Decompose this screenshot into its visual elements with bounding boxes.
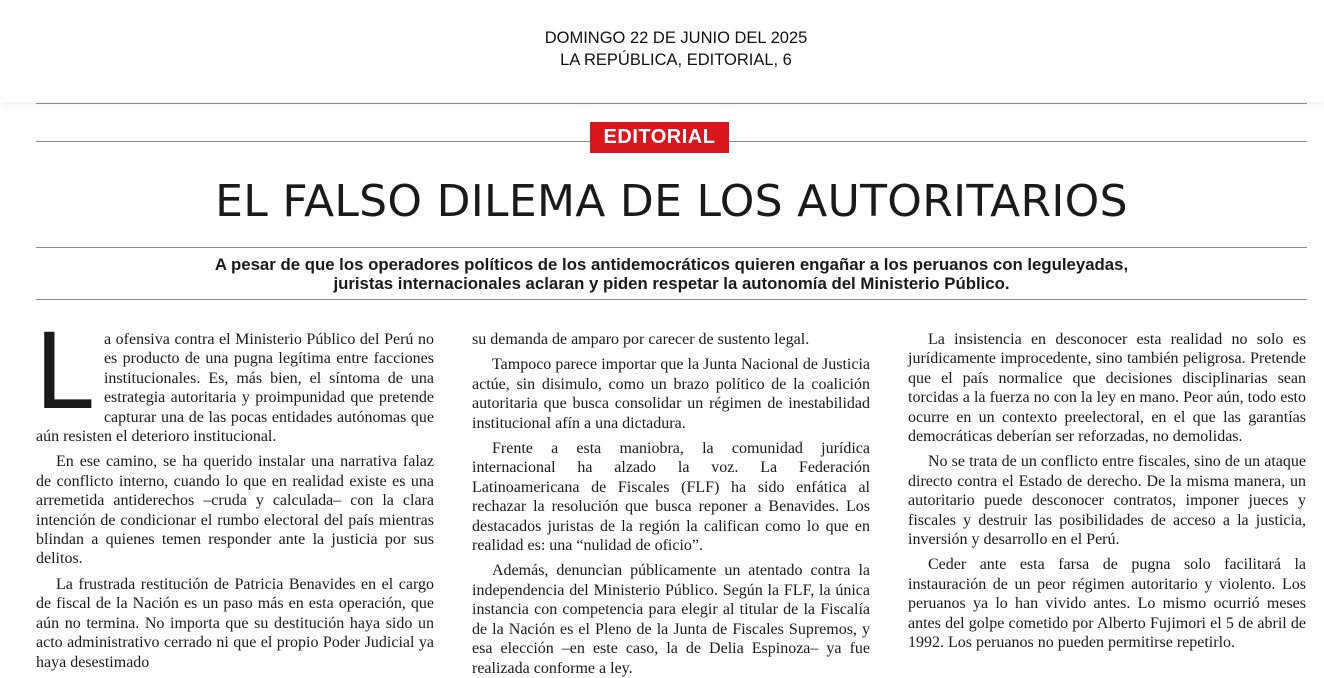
deck: [36, 255, 1307, 293]
drop-cap: L: [34, 311, 92, 433]
publication-source: LA REPÚBLICA, EDITORIAL, 6: [560, 51, 792, 69]
deck-top-rule: [36, 247, 1307, 248]
paragraph: Ceder ante esta farsa de pugna solo facilitará la instauración de un peor régimen autoritario y violento. Los peruanos ya lo han vivido antes. Lo mismo ocurrió meses antes del golpe cometido por Alberto Fujimori el 5 de abril de 1992. Los peruanos no pueden permitirse repetirlo.: [908, 556, 1306, 652]
deck-bottom-rule: [36, 299, 1307, 300]
deck-line-1: A pesar de que los operadores políticos de los antidemocráticos quieren engañar a los peruanos con leguleyadas,: [214, 255, 1129, 274]
paragraph: La insistencia en desconocer esta realidad no solo es jurídicamente improcedente, sino también peligrosa. Pretende que el país normalice que decisiones disciplinarias sean torcidas a la fuerza no con la ley en mano. Peor aún, todo esto ocurre en un contexto preelectoral, en el que las garantías democráticas deberían ser reforzadas, no demolidas.: [908, 331, 1306, 446]
headline: EL FALSO DILEMA DE LOS AUTORITARIOS: [215, 176, 1128, 227]
paragraph: su demanda de amparo por carecer de sustento legal.: [472, 331, 810, 348]
dateline: [0, 27, 1324, 71]
article-column-1: [34, 311, 434, 672]
section-badge: EDITORIAL: [590, 122, 729, 153]
paragraph: No se trata de un conflicto entre fiscales, sino de un ataque directo contra el Estado de derecho. De la misma manera, un autoritario puede desconocer contratos, imponer jueces y fiscales y destruir las posibilidades de acceso a la justicia, inversión y desarrollo en el Perú.: [908, 453, 1306, 549]
paragraph: En ese camino, se ha querido instalar una narrativa falaz de conflicto interno, cuando lo que en realidad existe es una arremetida antiderechos –cruda y calculada– con la clara intención de condicionar el rumbo electoral del país mientras blindan a quienes temen responder ante la justicia por sus delitos.: [36, 453, 434, 568]
paragraph: Frente a esta maniobra, la comunidad jurídica internacional ha alzado la voz. La Federación Latinoamericana de Fiscales (FLF) ha sido enfática al rechazar la resolución que busca reponer a Benavides. Los destacados juristas de la región la califican como lo que en realidad es: una “nulidad de oficio”.: [472, 440, 870, 555]
paragraph: Tampoco parece importar que la Junta Nacional de Justicia actúe, sin disimulo, como un brazo político de la coalición autoritaria que busca consolidar un régimen de inestabilidad institucional afín a una dictadura.: [472, 356, 870, 432]
paragraph: Además, denuncian públicamente un atentado contra la independencia del Ministerio Público. Según la FLF, la única instancia con competencia para elegir al titular de la Fiscalía de la Nación es el Pleno de la Junta de Fiscales Supremos, y esa elección –en este caso, la de Delia Espinoza– ya fue realizada conforme a ley.: [472, 562, 870, 677]
publication-date: DOMINGO 22 DE JUNIO DEL 2025: [544, 29, 808, 47]
article-column-3: [908, 330, 1306, 653]
deck-line-2: juristas internacionales aclaran y piden respetar la autonomía del Ministerio Público.: [333, 274, 1010, 293]
paragraph: La frustrada restitución de Patricia Benavides en el cargo de fiscal de la Nación es un paso más en esta operación, que aún no termina. No importa que su destitución haya sido un acto administrativo cerrado ni que el propio Poder Judicial ya haya desestimado: [36, 575, 434, 671]
paragraph: La ofensiva contra el Ministerio Público del Perú no es producto de una pugna legítima entre facciones institucionales. Es, más bien, el síntoma de una estrategia autoritaria y proimpunidad que pretende capturar una de las pocas entidades autónomas que aún resisten el deterioro institucional.: [34, 311, 434, 446]
top-rule: [36, 103, 1307, 104]
article-column-2: [472, 330, 870, 678]
